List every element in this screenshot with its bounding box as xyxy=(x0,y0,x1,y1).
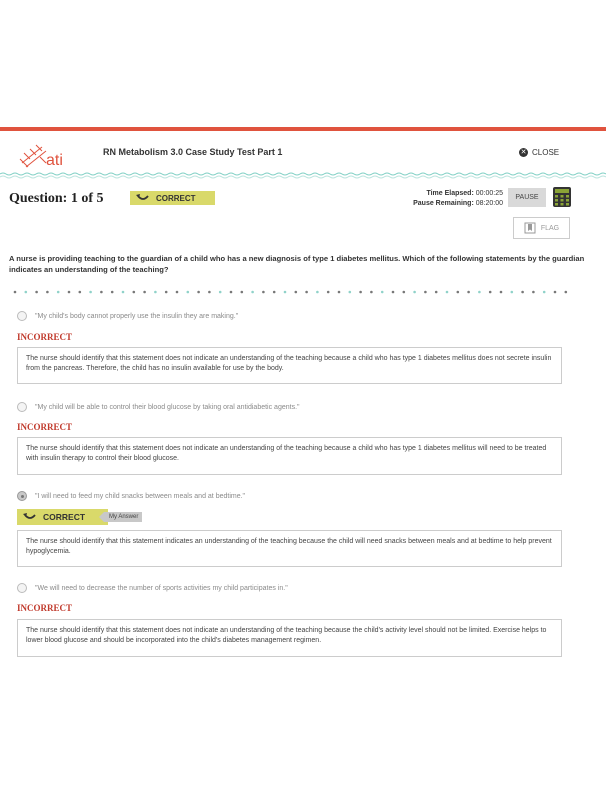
calculator-icon[interactable] xyxy=(553,187,571,207)
pause-remaining-value: 08:20:00 xyxy=(475,200,503,207)
close-button[interactable] xyxy=(519,148,559,157)
undo-arrow-icon xyxy=(23,512,37,522)
radio-icon[interactable] xyxy=(17,402,27,412)
timer-panel xyxy=(380,189,503,209)
divider-dot xyxy=(35,291,38,294)
divider-dot xyxy=(89,291,92,294)
close-label: CLOSE xyxy=(532,148,560,157)
divider-dot xyxy=(111,291,114,294)
option-text: "I will need to feed my child snacks between meals and at bedtime." xyxy=(35,492,246,500)
close-icon: ✕ xyxy=(520,149,527,156)
option-text: "My child's body cannot properly use the insulin they are making." xyxy=(35,312,239,320)
divider-dot xyxy=(273,291,276,294)
divider-dot xyxy=(435,291,438,294)
my-answer-tag: My Answer xyxy=(104,512,142,522)
divider-dot xyxy=(403,291,406,294)
time-elapsed-label: Time Elapsed: xyxy=(426,190,474,197)
option-text: "My child will be able to control their blood glucose by taking oral antidiabetic agents." xyxy=(35,403,300,411)
divider-dot xyxy=(370,291,373,294)
divider-dot xyxy=(262,291,265,294)
divider-dot xyxy=(521,291,524,294)
flag-button[interactable] xyxy=(513,217,570,239)
divider-dot xyxy=(565,291,568,294)
verdict-label: INCORRECT xyxy=(17,603,73,613)
status-label: CORRECT xyxy=(156,193,196,203)
divider-dot xyxy=(46,291,49,294)
divider-dot xyxy=(176,291,179,294)
flag-icon xyxy=(524,222,536,234)
divider-dot xyxy=(230,291,233,294)
divider-dot xyxy=(305,291,308,294)
time-elapsed-value: 00:00:25 xyxy=(475,190,503,197)
flag-label: FLAG xyxy=(540,224,560,232)
answer-option-1[interactable] xyxy=(17,311,238,321)
radio-icon[interactable] xyxy=(17,311,27,321)
divider-dot xyxy=(543,291,546,294)
divider-dot xyxy=(457,291,460,294)
divider-dot xyxy=(133,291,136,294)
option-text: "We will need to decrease the number of sports activities my child participates in." xyxy=(35,584,288,592)
rationale-box: The nurse should identify that this statement does not indicate an understanding of the teaching because the child's activity level should not be limited. Exercise helps to lower blood glucose and should be incorporated into the child's diabetes management regimen. xyxy=(17,619,562,657)
undo-arrow-icon xyxy=(136,193,150,203)
divider-dot xyxy=(359,291,362,294)
divider-dot xyxy=(154,291,157,294)
divider-dot xyxy=(100,291,103,294)
radio-icon[interactable] xyxy=(17,491,27,501)
pause-remaining-label: Pause Remaining: xyxy=(413,200,474,207)
rationale-box: The nurse should identify that this statement does not indicate an understanding of the teaching because a child who has type 1 diabetes mellitus will need to be treated with insulin therapy to control their blood glucose. xyxy=(17,437,562,475)
divider-dot xyxy=(424,291,427,294)
svg-text:ati: ati xyxy=(46,152,63,169)
divider-dot xyxy=(500,291,503,294)
rationale-box: The nurse should identify that this statement indicates an understanding of the teaching because the child will need snacks between meals and at bedtime to help prevent hypoglycemia. xyxy=(17,530,562,567)
rationale-box: The nurse should identify that this statement does not indicate an understanding of the teaching because a child who has type 1 diabetes mellitus does not secrete insulin from the pancreas. Therefore, the child has no insulin available for use by the body. xyxy=(17,347,562,384)
divider-dot xyxy=(392,291,395,294)
divider-dot xyxy=(208,291,211,294)
exam-title: RN Metabolism 3.0 Case Study Test Part 1 xyxy=(103,147,283,157)
verdict-label: INCORRECT xyxy=(17,422,73,432)
divider-dot xyxy=(143,291,146,294)
divider-dot xyxy=(197,291,200,294)
divider-dot xyxy=(251,291,254,294)
divider-dot xyxy=(122,291,125,294)
divider-dot xyxy=(467,291,470,294)
divider-dot xyxy=(187,291,190,294)
divider-dot xyxy=(295,291,298,294)
option-correct-badge xyxy=(17,509,108,525)
divider-dot xyxy=(478,291,481,294)
divider-dot xyxy=(327,291,330,294)
divider-dot xyxy=(554,291,557,294)
divider-dot xyxy=(511,291,514,294)
answer-option-4[interactable] xyxy=(17,583,288,593)
divider-dot xyxy=(241,291,244,294)
divider-dot xyxy=(57,291,60,294)
answer-option-3[interactable] xyxy=(17,491,245,501)
divider-dot xyxy=(219,291,222,294)
answer-option-2[interactable] xyxy=(17,402,300,412)
ati-logo xyxy=(16,137,76,173)
question-status-badge xyxy=(130,191,215,205)
wavy-divider xyxy=(0,172,606,180)
divider-dot xyxy=(68,291,71,294)
divider-dot xyxy=(338,291,341,294)
radio-icon[interactable] xyxy=(17,583,27,593)
divider-dot xyxy=(284,291,287,294)
divider-dot xyxy=(413,291,416,294)
header xyxy=(0,131,606,175)
divider-dot xyxy=(165,291,168,294)
divider-dot xyxy=(349,291,352,294)
divider-dot xyxy=(532,291,535,294)
divider-dot xyxy=(446,291,449,294)
divider-dot xyxy=(489,291,492,294)
divider-dot xyxy=(316,291,319,294)
divider-dot xyxy=(79,291,82,294)
verdict-label: INCORRECT xyxy=(17,332,73,342)
pause-button[interactable]: PAUSE xyxy=(508,188,546,207)
dotted-divider xyxy=(13,290,573,294)
divider-dot xyxy=(25,291,28,294)
divider-dot xyxy=(381,291,384,294)
divider-dot xyxy=(14,291,17,294)
verdict-label: CORRECT xyxy=(43,512,86,522)
question-text: A nurse is providing teaching to the guardian of a child who has a new diagnosis of type 1 diabetes mellitus. Which of the following statements by the guardian indicates an understanding of the teaching? xyxy=(9,254,585,274)
question-number-title: Question: 1 of 5 xyxy=(9,191,104,206)
